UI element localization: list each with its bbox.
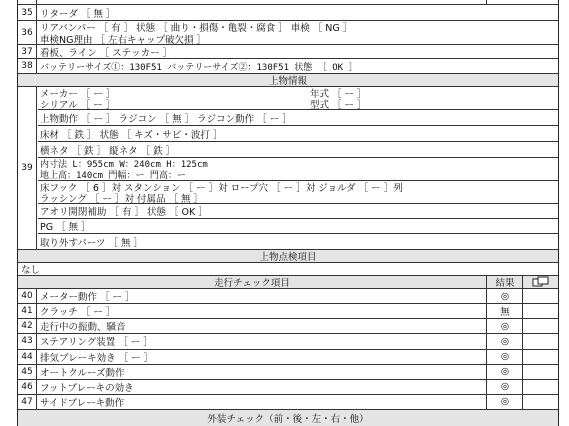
battery-size-text: バッテリーサイズ①：130F51 バッテリーサイズ②：130F51 状態 ［ OK ］ <box>40 62 358 73</box>
row-number: 40 <box>18 289 37 303</box>
comment-cell <box>522 395 559 409</box>
row-number: 35 <box>18 5 37 20</box>
aori-assist-text: アオリ開閉補助 ［ 有 ］ 状態 ［ OK ］ <box>38 204 558 219</box>
drive-check-row <box>18 395 558 410</box>
drive-check-item-text: フットブレーキの効き <box>40 382 134 394</box>
drive-check-item-text: クラッチ ［ ー ］ <box>40 307 116 319</box>
section-header-upper-info: 上物情報 <box>18 74 558 87</box>
inspection-ng-reason-text: 車検NG理由 ［ 左右キャップ破欠損 ］ <box>40 35 207 46</box>
row-number: 37 <box>18 45 37 58</box>
row-number: 44 <box>18 350 37 364</box>
drive-check-header <box>18 276 558 289</box>
result-value: 無 <box>486 304 523 318</box>
upper-operation-text: 上物動作 ［ ー ］ ラジコン ［ 無 ］ ラジコン動作 ［ ー ］ <box>38 110 558 126</box>
row-number: 47 <box>18 395 37 409</box>
row-number: 39 <box>18 87 37 249</box>
rear-bumper-text: リアバンパー ［ 有 ］ 状態 ［ 曲り・損傷・亀裂・腐食 ］ 車検 ［ NG ］ <box>40 23 353 34</box>
beam-text: 横ネタ ［ 鉄 ］ 縦ネタ ［ 鉄 ］ <box>38 142 558 158</box>
drive-check-item-text: ステアリング装置 ［ ー ］ <box>40 337 153 349</box>
drive-check-row <box>18 380 558 395</box>
drive-check-item-text: サイドブレーキ動作 <box>40 397 125 409</box>
table-row-39 <box>18 87 558 250</box>
result-value: ◎ <box>486 289 523 303</box>
drive-check-item-text: メーター動作 ［ ー ］ <box>40 292 135 304</box>
comment-cell <box>522 380 559 394</box>
comment-icon <box>522 276 559 288</box>
row-number <box>18 0 37 4</box>
drive-check-row <box>18 319 558 334</box>
row-number: 43 <box>18 334 37 348</box>
drive-check-row <box>18 350 558 365</box>
row-number: 45 <box>18 365 37 379</box>
ground-height-text: 地上高：140cm 門幅：ー 門高：ー <box>38 169 558 181</box>
comment-cell <box>522 289 559 303</box>
row-number: 41 <box>18 304 37 318</box>
maker-field <box>38 87 558 98</box>
table-row-37 <box>18 45 558 59</box>
lashing-text: ラッシング ［ ー ］対 付属品 ［ 無 ］ <box>38 192 558 204</box>
comment-cell <box>522 319 559 333</box>
result-header: 結果 <box>486 276 523 288</box>
floor-hook-text: 床フック ［ 6 ］対 スタンション ［ ー ］対 ロープ穴 ［ ー ］対 ジョルダ ［ ー ］列 <box>40 182 403 194</box>
drive-check-row <box>18 304 558 319</box>
table-row-35 <box>18 5 558 21</box>
removable-parts-text: 取り外すパーツ ［ 無 ］ <box>40 237 143 249</box>
section-header-inspection: 上物点検項目 <box>18 250 558 263</box>
maker-text: メーカー ［ ー ］ <box>40 88 116 100</box>
drive-check-item-text: オートクルーズ動作 <box>40 367 125 379</box>
comment-cell <box>522 334 559 348</box>
year-text: 年式 ［ ー ］ <box>310 88 367 100</box>
drive-check-row <box>18 289 558 304</box>
model-text: 型式 ［ ー ］ <box>310 99 367 111</box>
drive-check-title: 走行チェック項目 <box>214 278 290 289</box>
result-value: ◎ <box>486 350 523 364</box>
row-number: 42 <box>18 319 37 333</box>
signboard-line-text: 看板、ライン ［ ステッカー ］ <box>40 47 173 59</box>
comment-cell <box>522 304 559 318</box>
serial-text: シリアル ［ ー ］ <box>40 99 116 111</box>
inspection-value-text: なし <box>21 265 41 276</box>
section-header-exterior: 外装チェック（前・後・左・右・他） <box>18 410 558 426</box>
comment-cell <box>522 365 559 379</box>
result-value: ◎ <box>486 319 523 333</box>
table-row-38 <box>18 59 558 74</box>
drive-check-row <box>18 365 558 380</box>
floor-material-text: 床材 ［ 鉄 ］ 状態 ［ キズ・サビ・波打 ］ <box>38 126 558 142</box>
table-row-36 <box>18 21 558 45</box>
inspection-sheet <box>17 0 559 426</box>
comment-cell <box>522 350 559 364</box>
drive-check-item-text: 排気ブレーキ効き ［ ー ］ <box>40 352 154 364</box>
drive-check-row <box>18 334 558 349</box>
power-gate-text: PG ［ 無 ］ <box>38 219 558 234</box>
result-value: ◎ <box>486 365 523 379</box>
drive-check-item-text: 走行中の振動、騒音 <box>40 322 126 334</box>
row-number: 46 <box>18 380 37 394</box>
inner-dimensions-text: 内寸法 L：955cm W：240cm H：125cm <box>40 160 208 170</box>
result-value: ◎ <box>486 380 523 394</box>
serial-field <box>38 98 558 110</box>
row-number: 36 <box>18 21 37 44</box>
row-number: 38 <box>18 59 37 73</box>
retarder-text: リターダ ［ 無 ］ <box>40 8 116 20</box>
result-value: ◎ <box>486 395 523 409</box>
result-value: ◎ <box>486 334 523 348</box>
